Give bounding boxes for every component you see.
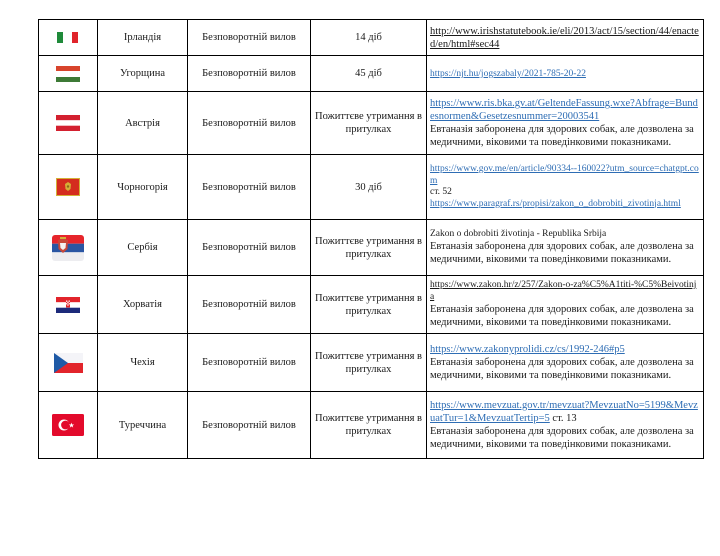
- source-note: Евтаназія заборонена для здорових собак, але дозволена за медичними, віковими та поведінковими показниками.: [430, 304, 694, 328]
- source-cell: [427, 276, 704, 334]
- measure: Безповоротній вилов: [188, 92, 311, 155]
- country-name: Чехія: [98, 334, 188, 392]
- austria-flag-icon: [56, 115, 80, 131]
- period: Пожиттєве утримання в притулках: [311, 334, 427, 392]
- table-row: [39, 155, 704, 220]
- period: Пожиттєве утримання в притулках: [311, 276, 427, 334]
- source-cell: [427, 20, 704, 56]
- source-note: Евтаназія заборонена для здорових собак, але дозволена за медичними, віковими та поведінковими показниками.: [430, 241, 694, 266]
- measure: Безповоротній вилов: [188, 334, 311, 392]
- table-row: [39, 220, 704, 276]
- source-link[interactable]: http://www.irishstatutebook.ie/eli/2013/act/15/section/44/enacted/en/html#sec44: [430, 25, 699, 50]
- flag-cell: [39, 155, 98, 220]
- country-policy-table: [38, 19, 704, 459]
- country-name: Ірландія: [98, 20, 188, 56]
- source-cell: [427, 392, 704, 459]
- measure: Безповоротній вилов: [188, 20, 311, 56]
- period: 45 діб: [311, 56, 427, 92]
- source-note: Zakon o dobrobiti životinja - Republika Srbija: [430, 228, 607, 239]
- period: Пожиттєве утримання в притулках: [311, 220, 427, 276]
- table-row: [39, 334, 704, 392]
- source-note: Евтаназія заборонена для здорових собак, але дозволена за медичними, віковими та поведінковими показниками.: [430, 357, 694, 381]
- period: Пожиттєве утримання в притулках: [311, 392, 427, 459]
- table-row: [39, 20, 704, 56]
- source-note: ст. 52: [430, 187, 452, 197]
- croatia-flag-icon: [56, 297, 80, 313]
- source-link[interactable]: https://njt.hu/jogszabaly/2021-785-20-22: [430, 68, 586, 79]
- country-name: Австрія: [98, 92, 188, 155]
- period: Пожиттєве утримання в притулках: [311, 92, 427, 155]
- flag-cell: [39, 92, 98, 155]
- flag-cell: [39, 392, 98, 459]
- flag-cell: [39, 334, 98, 392]
- source-link[interactable]: https://www.zakon.hr/z/257/Zakon-o-za%C5%A1titi-%C5%Beivotinja: [430, 280, 697, 302]
- measure: Безповоротній вилов: [188, 155, 311, 220]
- italy-flag-icon: [57, 32, 79, 43]
- hungary-flag-icon: [56, 66, 80, 82]
- flag-cell: [39, 220, 98, 276]
- period: 14 діб: [311, 20, 427, 56]
- measure: Безповоротній вилов: [188, 56, 311, 92]
- country-name: Сербія: [98, 220, 188, 276]
- measure: Безповоротній вилов: [188, 220, 311, 276]
- source-link[interactable]: https://www.zakonyprolidi.cz/cs/1992-246#p5: [430, 344, 625, 355]
- czechia-flag-icon: [54, 353, 83, 373]
- measure: Безповоротній вилов: [188, 276, 311, 334]
- montenegro-flag-icon: [56, 178, 80, 196]
- source-link[interactable]: https://www.mevzuat.gov.tr/mevzuat?MevzuatNo=5199&MevzuatTur=1&MevzuatTertip=5: [430, 400, 698, 424]
- source-note: Евтаназія заборонена для здорових собак, але дозволена за медичними, віковими та поведінковими показниками.: [430, 124, 694, 148]
- source-note: Евтаназія заборонена для здорових собак, але дозволена за медичними, віковими та поведінковими показниками.: [430, 426, 694, 450]
- country-name: Туреччина: [98, 392, 188, 459]
- table-row: [39, 276, 704, 334]
- source-link[interactable]: https://www.ris.bka.gv.at/GeltendeFassung.wxe?Abfrage=Bundesnormen&Gesetzesnummer=20003541: [430, 98, 698, 122]
- table-row: [39, 392, 704, 459]
- country-name: Угорщина: [98, 56, 188, 92]
- source-cell: [427, 334, 704, 392]
- table-row: [39, 56, 704, 92]
- source-cell: [427, 155, 704, 220]
- turkey-flag-icon: [52, 414, 84, 436]
- source-note: ст. 13: [552, 413, 577, 424]
- source-cell: [427, 92, 704, 155]
- source-cell: [427, 56, 704, 92]
- serbia-flag-icon: [52, 235, 84, 261]
- country-name: Хорватія: [98, 276, 188, 334]
- flag-cell: [39, 20, 98, 56]
- country-name: Чорногорія: [98, 155, 188, 220]
- source-link[interactable]: https://www.paragraf.rs/propisi/zakon_o_dobrobiti_zivotinja.html: [430, 198, 681, 209]
- table-row: [39, 92, 704, 155]
- source-cell: [427, 220, 704, 276]
- flag-cell: [39, 276, 98, 334]
- period: 30 діб: [311, 155, 427, 220]
- flag-cell: [39, 56, 98, 92]
- measure: Безповоротній вилов: [188, 392, 311, 459]
- source-link[interactable]: https://www.gov.me/en/article/90334--160022?utm_source=chatgpt.com: [430, 164, 699, 186]
